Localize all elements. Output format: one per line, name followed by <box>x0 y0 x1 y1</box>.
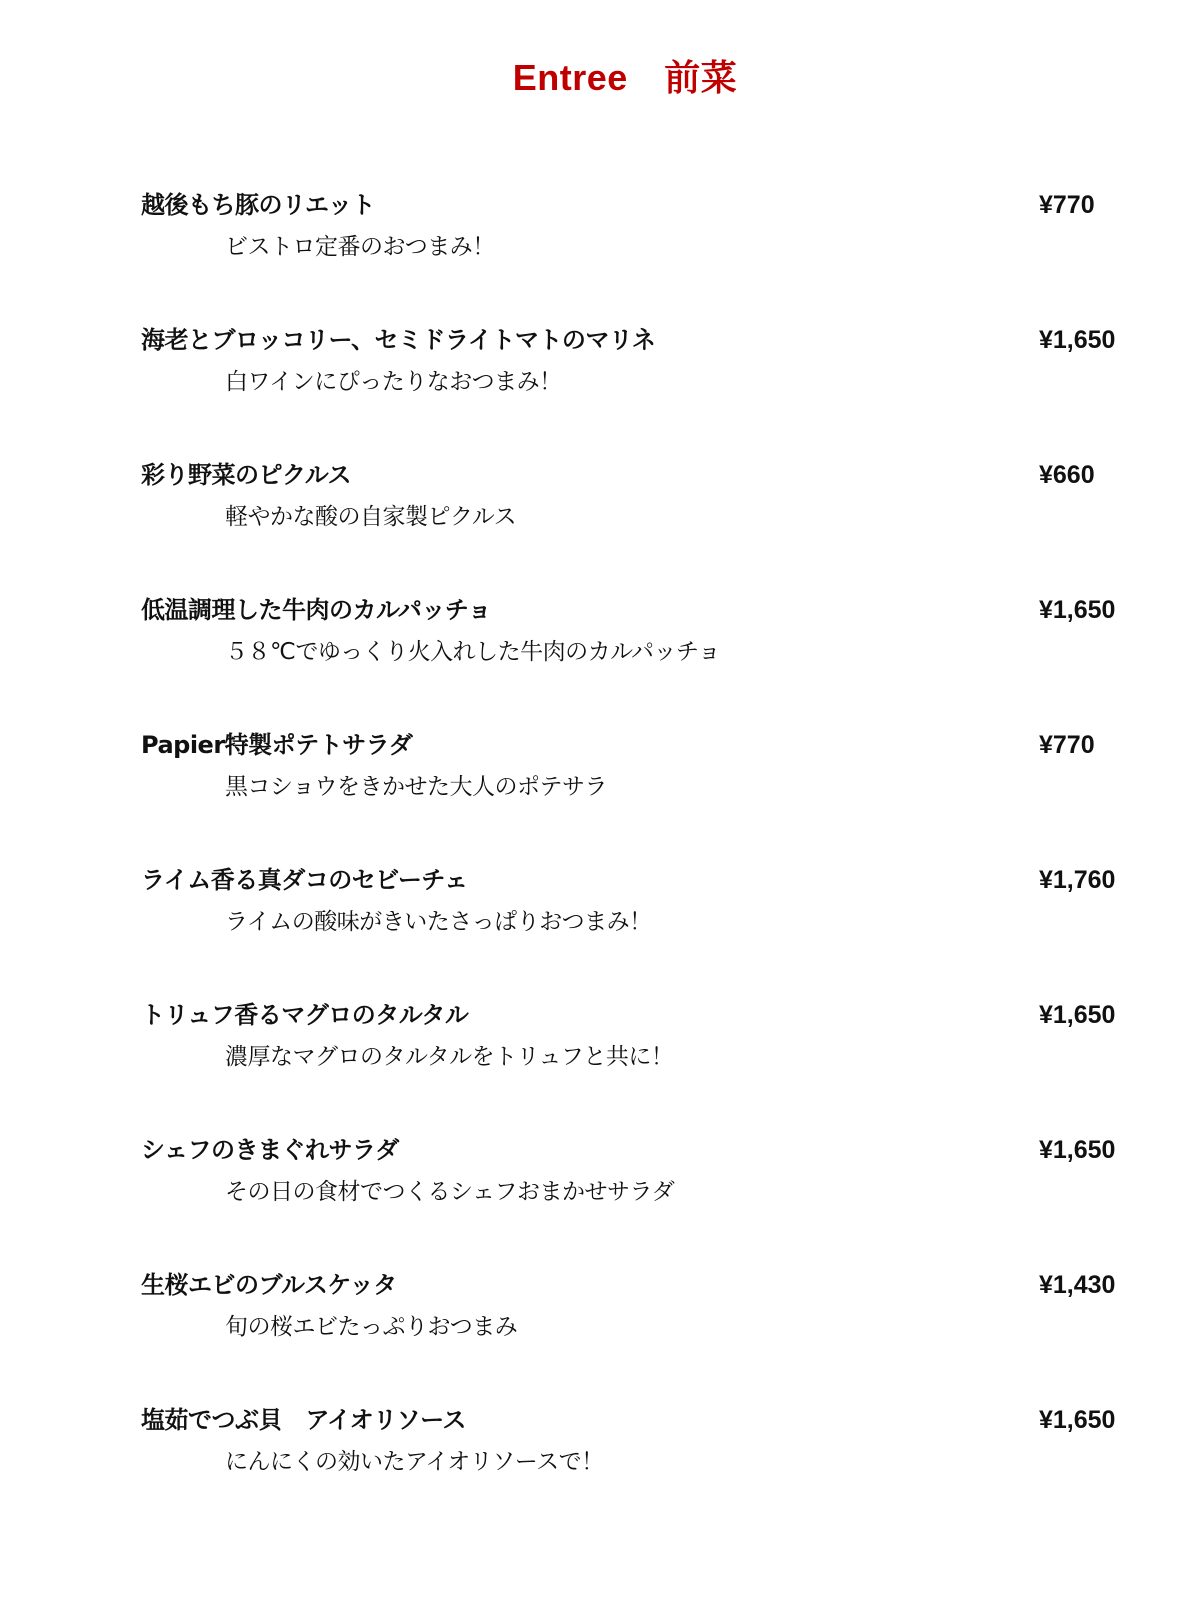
item-name: 越後もち豚のリエット <box>141 191 376 219</box>
item-description: ５８℃でゆっくり火入れした牛肉のカルパッチョ <box>225 639 721 665</box>
item-name: シェフのきまぐれサラダ <box>141 1136 399 1164</box>
item-price: ¥1,650 <box>1039 1001 1116 1029</box>
item-name: 塩茹でつぶ貝 アイオリソース <box>141 1406 466 1434</box>
item-name: トリュフ香るマグロのタルタル <box>141 1001 469 1029</box>
menu-item <box>0 323 1200 458</box>
item-price: ¥1,650 <box>1039 1406 1116 1434</box>
item-description: ビストロ定番のおつまみ！ <box>225 234 495 260</box>
item-price: ¥660 <box>1039 461 1095 489</box>
menu-item <box>0 1133 1200 1268</box>
item-description: 白ワインにぴったりなおつまみ！ <box>225 369 562 395</box>
item-price: ¥770 <box>1039 191 1095 219</box>
menu-item <box>0 1403 1200 1538</box>
item-name: Papier特製ポテトサラダ <box>141 731 413 759</box>
item-name: 海老とブロッコリー、セミドライトマトのマリネ <box>141 326 656 354</box>
menu-list <box>0 188 1200 1538</box>
item-price: ¥1,650 <box>1039 596 1116 624</box>
page-title: Entree 前菜 <box>512 57 738 98</box>
item-name: ライム香る真ダコのセビーチェ <box>141 866 468 894</box>
menu-item <box>0 728 1200 863</box>
item-name: 彩り野菜のピクルス <box>141 461 352 489</box>
menu-item <box>0 188 1200 323</box>
item-price: ¥1,760 <box>1039 866 1116 894</box>
menu-item <box>0 1268 1200 1403</box>
item-description: 濃厚なマグロのタルタルをトリュフと共に！ <box>225 1044 674 1070</box>
item-description: ライムの酸味がきいたさっぱりおつまみ！ <box>225 909 652 935</box>
item-description: にんにくの効いたアイオリソースで！ <box>225 1449 604 1475</box>
item-price: ¥770 <box>1039 731 1095 759</box>
item-name: 低温調理した牛肉のカルパッチョ <box>141 596 492 624</box>
item-description: その日の食材でつくるシェフおまかせサラダ <box>225 1179 675 1205</box>
item-price: ¥1,650 <box>1039 1136 1116 1164</box>
item-price: ¥1,430 <box>1039 1271 1116 1299</box>
item-description: 軽やかな酸の自家製ピクルス <box>225 504 517 530</box>
item-description: 黒コショウをきかせた大人のポテサラ <box>225 774 608 800</box>
item-name: 生桜エビのブルスケッタ <box>141 1271 397 1299</box>
item-description: 旬の桜エビたっぷりおつまみ <box>225 1314 518 1340</box>
menu-item <box>0 593 1200 728</box>
item-price: ¥1,650 <box>1039 326 1116 354</box>
menu-item <box>0 998 1200 1133</box>
menu-item <box>0 863 1200 998</box>
menu-item <box>0 458 1200 593</box>
